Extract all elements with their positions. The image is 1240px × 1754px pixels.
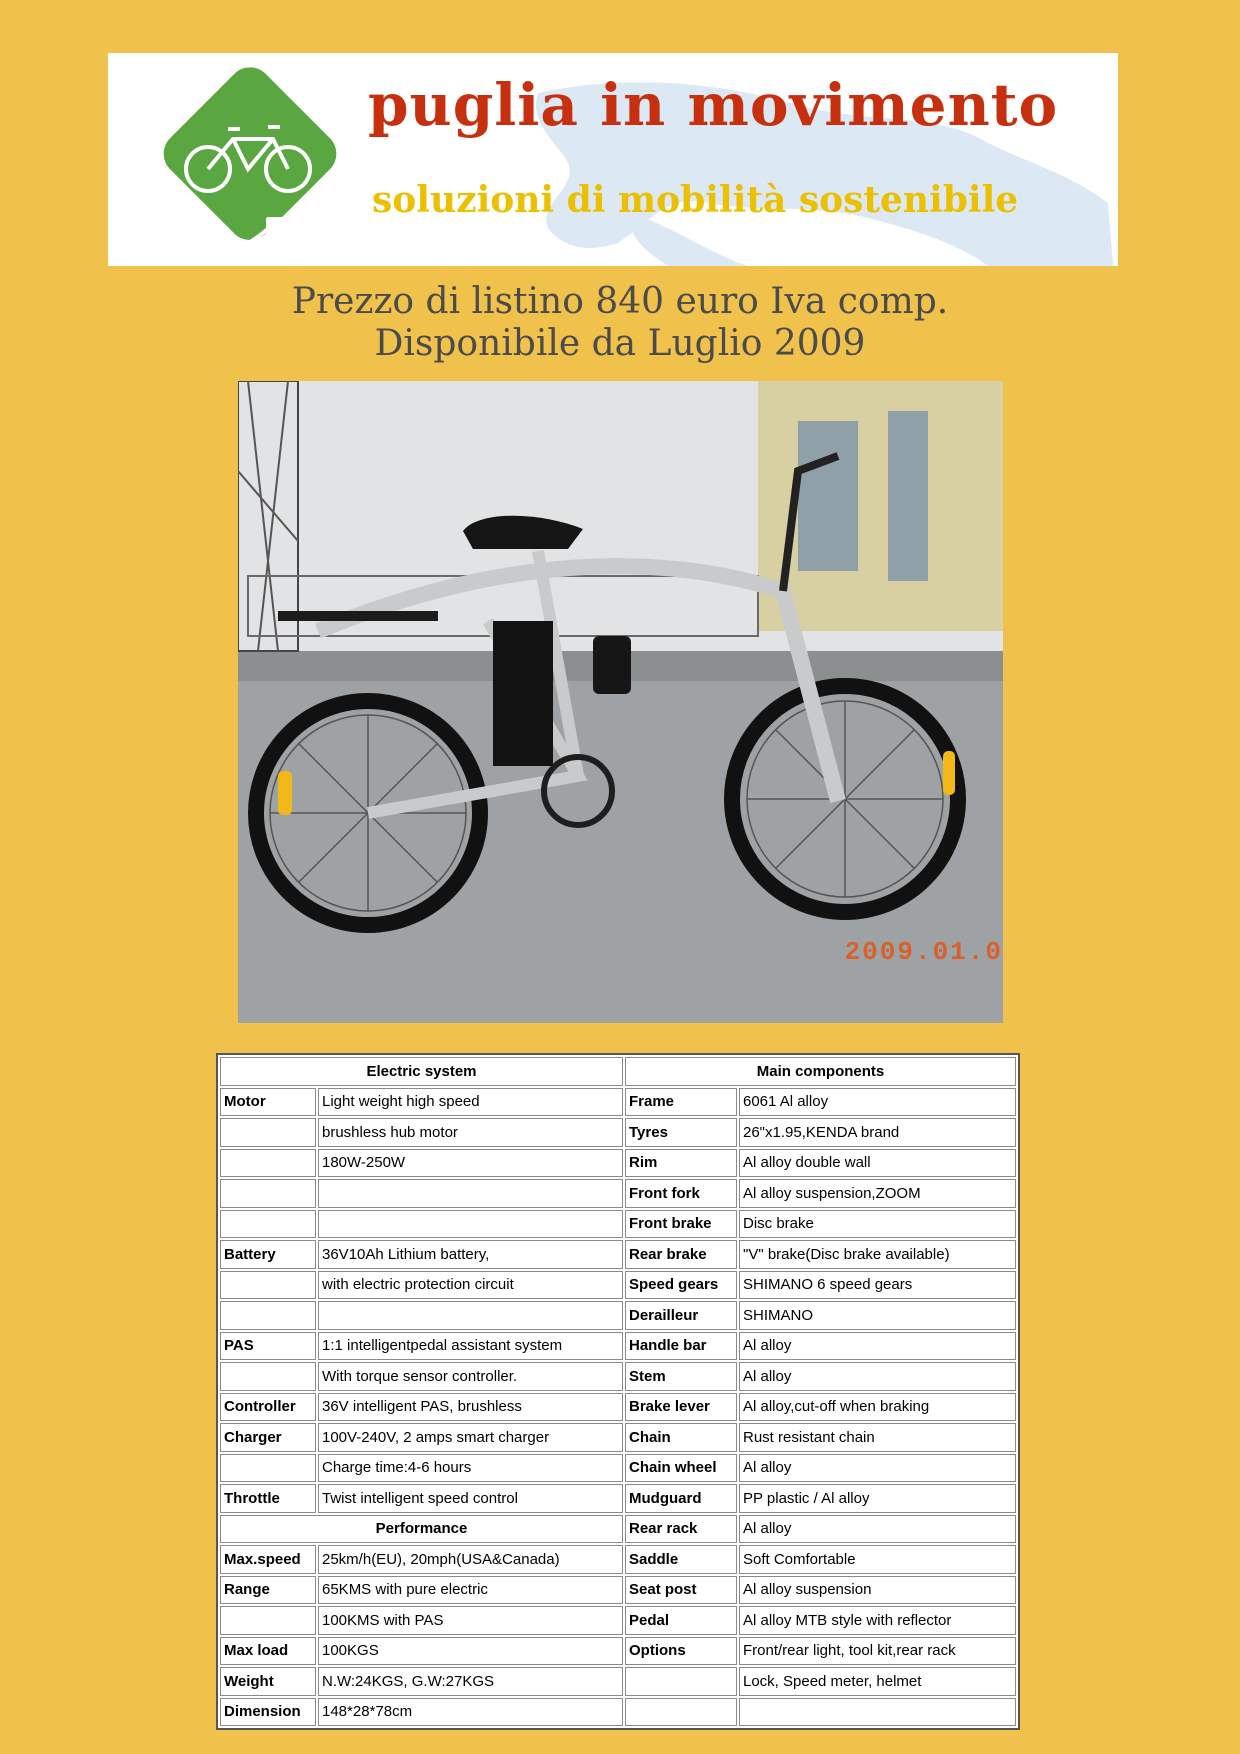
component-spec-label: Handle bar [625, 1332, 737, 1361]
specifications-table [216, 1053, 1020, 1730]
header-banner [108, 53, 1118, 266]
table-row [220, 1698, 1016, 1727]
component-spec-label: Frame [625, 1088, 737, 1117]
electric-spec-value: Light weight high speed [318, 1088, 623, 1117]
component-spec-label: Rear rack [625, 1515, 737, 1544]
component-spec-label [625, 1698, 737, 1727]
electric-spec-value: 180W-250W [318, 1149, 623, 1178]
electric-spec-value: with electric protection circuit [318, 1271, 623, 1300]
table-row [220, 1393, 1016, 1422]
price-line: Prezzo di listino 840 euro Iva comp. [291, 281, 949, 322]
electric-spec-label: Battery [220, 1240, 316, 1269]
electric-spec-value: With torque sensor controller. [318, 1362, 623, 1391]
electric-spec-value [318, 1179, 623, 1208]
electric-spec-value: brushless hub motor [318, 1118, 623, 1147]
electric-spec-label [220, 1271, 316, 1300]
component-spec-label: Pedal [625, 1606, 737, 1635]
table-row [220, 1179, 1016, 1208]
electric-spec-label [220, 1362, 316, 1391]
component-spec-label [625, 1667, 737, 1696]
electric-spec-value: 36V10Ah Lithium battery, [318, 1240, 623, 1269]
electric-spec-value: Charge time:4-6 hours [318, 1454, 623, 1483]
performance-spec-value: 25km/h(EU), 20mph(USA&Canada) [318, 1545, 623, 1574]
component-spec-value: Al alloy MTB style with reflector [739, 1606, 1016, 1635]
section-header: Performance [220, 1515, 623, 1544]
component-spec-label: Derailleur [625, 1301, 737, 1330]
component-spec-label: Saddle [625, 1545, 737, 1574]
table-row [220, 1576, 1016, 1605]
table-row [220, 1088, 1016, 1117]
component-spec-label: Tyres [625, 1118, 737, 1147]
table-row [220, 1057, 1016, 1086]
electric-spec-label: Throttle [220, 1484, 316, 1513]
performance-spec-value: N.W:24KGS, G.W:27KGS [318, 1667, 623, 1696]
ebike-photo-illustration [238, 381, 1003, 1023]
electric-spec-label: Charger [220, 1423, 316, 1452]
component-spec-value: 26"x1.95,KENDA brand [739, 1118, 1016, 1147]
component-spec-label: Mudguard [625, 1484, 737, 1513]
component-spec-label: Rim [625, 1149, 737, 1178]
component-spec-value: PP plastic / Al alloy [739, 1484, 1016, 1513]
component-spec-value [739, 1698, 1016, 1727]
component-spec-label: Front fork [625, 1179, 737, 1208]
component-spec-label: Stem [625, 1362, 737, 1391]
ebike-logo [148, 61, 348, 261]
component-spec-label: Chain wheel [625, 1454, 737, 1483]
table-row [220, 1210, 1016, 1239]
performance-spec-label: Dimension [220, 1698, 316, 1727]
table-row [220, 1362, 1016, 1391]
section-header: Electric system [220, 1057, 623, 1086]
electric-spec-value: Twist intelligent speed control [318, 1484, 623, 1513]
table-row [220, 1149, 1016, 1178]
component-spec-label: Speed gears [625, 1271, 737, 1300]
table-row [220, 1606, 1016, 1635]
electric-spec-label: PAS [220, 1332, 316, 1361]
component-spec-label: Rear brake [625, 1240, 737, 1269]
performance-spec-value: 65KMS with pure electric [318, 1576, 623, 1605]
component-spec-value: Al alloy suspension,ZOOM [739, 1179, 1016, 1208]
component-spec-label: Front brake [625, 1210, 737, 1239]
component-spec-value: Al alloy [739, 1454, 1016, 1483]
table-row [220, 1515, 1016, 1544]
component-spec-value: 6061 Al alloy [739, 1088, 1016, 1117]
electric-spec-value [318, 1301, 623, 1330]
component-spec-value: Soft Comfortable [739, 1545, 1016, 1574]
electric-spec-value: 36V intelligent PAS, brushless [318, 1393, 623, 1422]
component-spec-label: Seat post [625, 1576, 737, 1605]
table-row [220, 1271, 1016, 1300]
photo-date-stamp: 2009.01.0 [844, 937, 1003, 967]
electric-spec-label [220, 1301, 316, 1330]
performance-spec-value: 100KGS [318, 1637, 623, 1666]
brand-title: puglia in movimento [368, 71, 1059, 139]
table-row [220, 1454, 1016, 1483]
performance-spec-value: 100KMS with PAS [318, 1606, 623, 1635]
table-row [220, 1301, 1016, 1330]
component-spec-value: SHIMANO 6 speed gears [739, 1271, 1016, 1300]
brand-tagline: soluzioni di mobilità sostenibile [372, 179, 1019, 221]
electric-spec-value: 100V-240V, 2 amps smart charger [318, 1423, 623, 1452]
performance-spec-label [220, 1606, 316, 1635]
availability-line: Disponibile da Luglio 2009 [374, 323, 866, 364]
electric-spec-label [220, 1210, 316, 1239]
component-spec-value: Front/rear light, tool kit,rear rack [739, 1637, 1016, 1666]
electric-spec-label [220, 1149, 316, 1178]
component-spec-value: Al alloy [739, 1362, 1016, 1391]
electric-spec-label: Controller [220, 1393, 316, 1422]
performance-spec-value: 148*28*78cm [318, 1698, 623, 1727]
electric-spec-label [220, 1179, 316, 1208]
component-spec-value: Al alloy double wall [739, 1149, 1016, 1178]
component-spec-value: Al alloy [739, 1332, 1016, 1361]
table-row [220, 1545, 1016, 1574]
component-spec-label: Brake lever [625, 1393, 737, 1422]
performance-spec-label: Max load [220, 1637, 316, 1666]
component-spec-value: "V" brake(Disc brake available) [739, 1240, 1016, 1269]
electric-spec-value: 1:1 intelligentpedal assistant system [318, 1332, 623, 1361]
component-spec-value: SHIMANO [739, 1301, 1016, 1330]
table-row [220, 1637, 1016, 1666]
component-spec-value: Disc brake [739, 1210, 1016, 1239]
component-spec-value: Al alloy,cut-off when braking [739, 1393, 1016, 1422]
table-row [220, 1240, 1016, 1269]
performance-spec-label: Weight [220, 1667, 316, 1696]
electric-spec-value [318, 1210, 623, 1239]
component-spec-value: Lock, Speed meter, helmet [739, 1667, 1016, 1696]
table-row [220, 1484, 1016, 1513]
electric-spec-label [220, 1118, 316, 1147]
performance-spec-label: Max.speed [220, 1545, 316, 1574]
component-spec-label: Options [625, 1637, 737, 1666]
electric-spec-label: Motor [220, 1088, 316, 1117]
electric-spec-label [220, 1454, 316, 1483]
component-spec-value: Al alloy [739, 1515, 1016, 1544]
product-photo [238, 381, 1003, 1023]
table-row [220, 1332, 1016, 1361]
section-header: Main components [625, 1057, 1016, 1086]
component-spec-value: Al alloy suspension [739, 1576, 1016, 1605]
table-row [220, 1667, 1016, 1696]
table-row [220, 1423, 1016, 1452]
component-spec-value: Rust resistant chain [739, 1423, 1016, 1452]
component-spec-label: Chain [625, 1423, 737, 1452]
table-row [220, 1118, 1016, 1147]
performance-spec-label: Range [220, 1576, 316, 1605]
